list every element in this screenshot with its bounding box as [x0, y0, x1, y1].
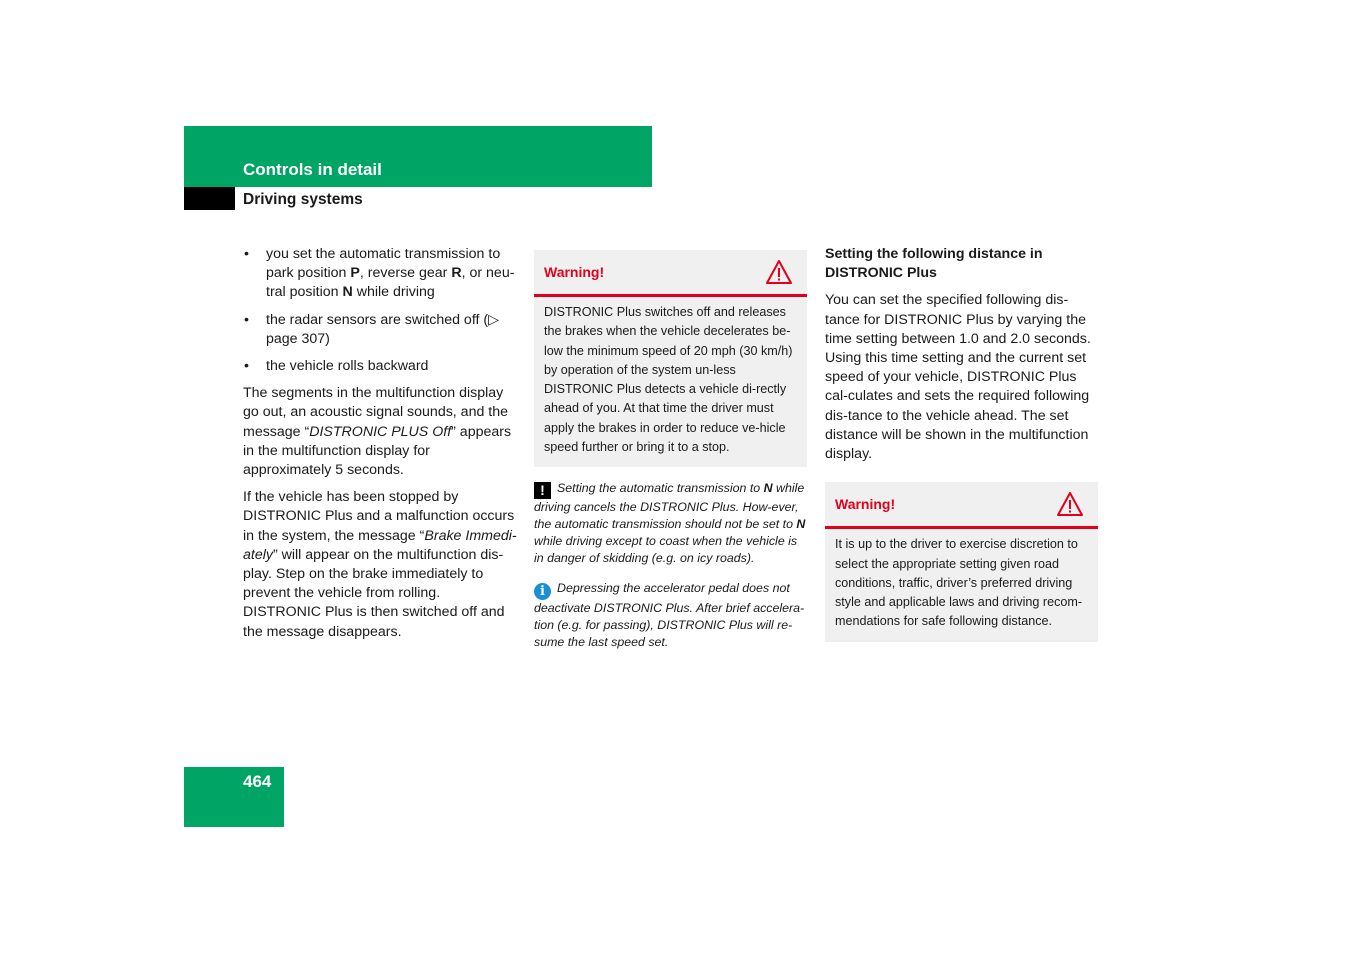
warning-label: Warning! [835, 496, 896, 513]
warning-body: It is up to the driver to exercise discretion to select the appropriate setting given road conditions, traffic, driver’s preferred driving style and applicable laws and driving recom-mendations for safe following distance. [835, 537, 1083, 629]
caution-note: ! Setting the automatic transmission to N while driving cancels the DISTRONIC Plus. How-ever, the automatic transmission should not be set to N while driving except to coast when the vehicle is in danger of skidding (e.g. on icy roads). [534, 481, 806, 566]
page-reference-text: the radar sensors are switched off (▷ page 307) [266, 311, 500, 347]
warning-header [825, 482, 1098, 529]
warning-triangle-icon [1056, 491, 1084, 517]
bullet-icon: • [244, 311, 249, 328]
chapter-title: Controls in detail [243, 160, 382, 179]
column-middle [534, 250, 807, 651]
warning-box [534, 250, 807, 467]
paragraph: If the vehicle has been stopped by DISTRONIC Plus and a malfunction occurs in the system, the message “Brake Immedi-ately” will appear on the multifunction dis-play. Step on the brake immediately to prevent the vehicle from rolling. DISTRONIC Plus is then switched off and the message disappears. [243, 489, 517, 640]
section-marker [184, 187, 235, 210]
list-item [243, 311, 518, 349]
section-title: Driving systems [243, 191, 363, 208]
warning-header [534, 250, 807, 297]
info-icon: i [534, 583, 551, 600]
warning-triangle-icon [765, 259, 793, 285]
warning-label: Warning! [544, 264, 605, 280]
paragraph: You can set the specified following dis-tance for DISTRONIC Plus by varying the time setting between 1.0 and 2.0 seconds. Using this time setting and the current set speed of your vehicle, DISTRONIC Plus cal-culates and sets the required following dis-tance to the vehicle ahead. The set distance will be shown in the multifunction display. [825, 292, 1091, 463]
column-left [243, 245, 518, 650]
warning-box [825, 482, 1098, 641]
info-note: i Depressing the accelerator pedal does not deactivate DISTRONIC Plus. After brief accelera-tion (e.g. for passing), DISTRONIC Plus will re-sume the last speed set. [534, 581, 805, 649]
paragraph: The segments in the multifunction display go out, an acoustic signal sounds, and the message “DISTRONIC PLUS Off” appears in the multifunction display for approximately 5 seconds. [243, 385, 512, 479]
bullet-icon: • [244, 358, 249, 375]
exclamation-icon: ! [534, 482, 551, 499]
list-item: • you set the automatic transmission to park position P, reverse gear R, or neu-tral position N while driving [244, 246, 515, 301]
list-item: • the vehicle rolls backward [243, 357, 518, 376]
header-band [184, 126, 652, 187]
page-number-box [184, 767, 284, 827]
column-right [825, 245, 1098, 642]
condition-list [243, 245, 518, 376]
warning-body: DISTRONIC Plus switches off and releases the brakes when the vehicle decelerates be-low the minimum speed of 20 mph (30 km/h) by operation of the system un-less DISTRONIC Plus detects a vehicle di-rectly ahead of you. At that time the driver must apply the brakes in order to reduce ve-hicle speed further or bring it to a stop. [544, 305, 793, 455]
subsection-heading: Setting the following distance in DISTRONIC Plus [825, 246, 1043, 282]
page-number: 464 [243, 772, 272, 791]
bullet-icon: • [244, 246, 249, 262]
